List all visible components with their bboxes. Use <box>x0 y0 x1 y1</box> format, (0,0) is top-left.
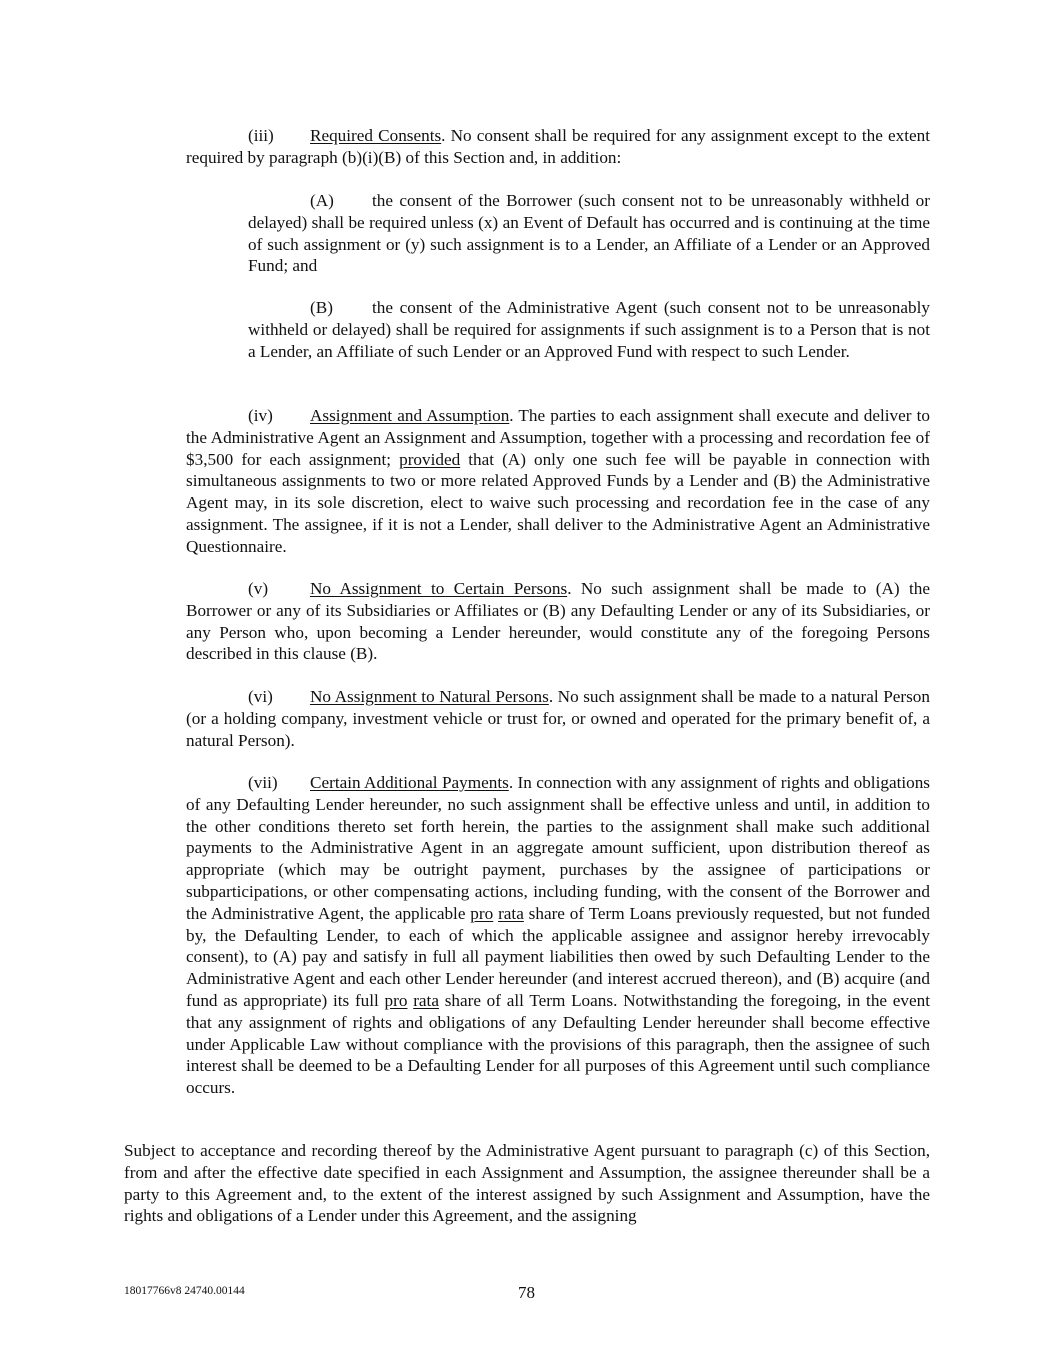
paragraph-number: (iii) <box>248 126 274 145</box>
paragraph-vii <box>186 772 930 1099</box>
paragraph-text: . No consent shall be required for any assignment except to the extent required by paragraph (b)(i)(B) of this Section and, in addition: <box>186 126 930 167</box>
paragraph-text: Subject to acceptance and recording thereof by the Administrative Agent pursuant to paragraph (c) of this Section, from and after the effective date specified in each Assignment and Assumption, the assignee thereunder shall be a party to this Agreement and, to the extent of the interest assigned by such Assignment and Assumption, have the rights and obligations of a Lender under this Agreement, and the assigning <box>124 1141 930 1226</box>
paragraph-number: (iv) <box>248 406 273 425</box>
paragraph-iii <box>186 125 930 169</box>
paragraph-text: . The parties to each assignment shall execute and deliver to the Administrative Agent an Assignment and Assumption, together with a processing and recordation fee of $3,500 for each assignment; <box>186 406 930 469</box>
paragraph-vi <box>186 686 930 751</box>
page-number: 78 <box>518 1283 535 1302</box>
rata-term: rata <box>413 990 439 1010</box>
paragraph-heading: Certain Additional Payments <box>310 773 509 792</box>
paragraph-text: . No such assignment shall be made to (A) the Borrower or any of its Subsidiaries or Affiliates or (B) any Defaulting Lender or any of its Subsidiaries, or any Person who, upon becoming a Lender hereunder, would constitute any of the foregoing Persons described in this clause (B). <box>186 579 930 664</box>
paragraph-text: the consent of the Administrative Agent (such consent not to be unreasonably withheld or delayed) shall be required for assignments if such assignment is to a Person that is not a Lender, an Affiliate of such Lender or an Approved Fund with respect to such Lender. <box>248 298 930 361</box>
paragraph-heading: No Assignment to Natural Persons <box>310 687 549 706</box>
subparagraph-B <box>248 297 930 362</box>
paragraph-heading: Required Consents <box>310 126 442 145</box>
paragraph-number: (vi) <box>248 687 273 706</box>
pro-term: pro <box>384 990 408 1010</box>
paragraph-text-continued: share of Term Loans previously requested, but not funded by, the Defaulting Lender, to each of which the applicable assignee and assignor hereby irrevocably consent), to (A) pay and satisfy in full all payment liabilities then owed by such Defaulting Lender to the Administrative Agent and each other Lender hereunder (and interest accrued thereon), and (B) acquire (and fund as appropriate) its full <box>186 903 930 1010</box>
provided-term: provided <box>399 449 461 469</box>
subparagraph-A <box>248 190 930 277</box>
paragraph-text-end: share of all Term Loans. Notwithstanding the foregoing, in the event that any assignment of rights and obligations of any Defaulting Lender hereunder shall become effective under Applicable Law without compliance with the provisions of this paragraph, then the assignee of such interest shall be deemed to be a Defaulting Lender for all purposes of this Agreement until such compliance occurs. <box>186 990 930 1098</box>
paragraph-text: the consent of the Borrower (such consent not to be unreasonably withheld or delayed) shall be required unless (x) an Event of Default has occurred and is continuing at the time of such assignment or (y) such assignment is to a Lender, an Affiliate of a Lender or an Approved Fund; and <box>248 191 930 276</box>
paragraph-heading: No Assignment to Certain Persons <box>310 579 568 598</box>
closing-paragraph <box>124 1140 930 1227</box>
paragraph-text: . In connection with any assignment of rights and obligations of any Defaulting Lender hereunder, no such assignment shall be effective unless and until, in addition to the other conditions thereto set forth herein, the parties to the assignment shall make such additional payments to the Administrative Agent in an aggregate amount sufficient, upon distribution thereof as appropriate (which may be outright payment, purchases by the assignee of participations or subparticipations, or other compensating actions, including funding, with the consent of the Borrower and the Administrative Agent, the applicable <box>186 773 931 923</box>
paragraph-iv <box>186 405 930 558</box>
paragraph-text-continued: that (A) only one such fee will be payable in connection with simultaneous assignments to two or more related Approved Funds by a Lender and (B) the Administrative Agent may, in its sole discretion, elect to waive such processing and recordation fee in the case of any assignment. The assignee, if it is not a Lender, shall deliver to the Administrative Agent an Administrative Questionnaire. <box>186 449 930 556</box>
pro-term: pro <box>470 903 494 923</box>
paragraph-number: (vii) <box>248 773 278 792</box>
paragraph-heading: Assignment and Assumption <box>310 406 510 425</box>
paragraph-text: . No such assignment shall be made to a natural Person (or a holding company, investment vehicle or trust for, or owned and operated for the primary benefit of, a natural Person). <box>186 687 930 750</box>
paragraph-number: (v) <box>248 579 269 598</box>
paragraph-number: (A) <box>310 191 334 210</box>
paragraph-v <box>186 578 930 665</box>
document-id: 18017766v8 24740.00144 <box>124 1285 245 1297</box>
paragraph-number: (B) <box>310 298 333 317</box>
rata-term: rata <box>498 903 524 923</box>
